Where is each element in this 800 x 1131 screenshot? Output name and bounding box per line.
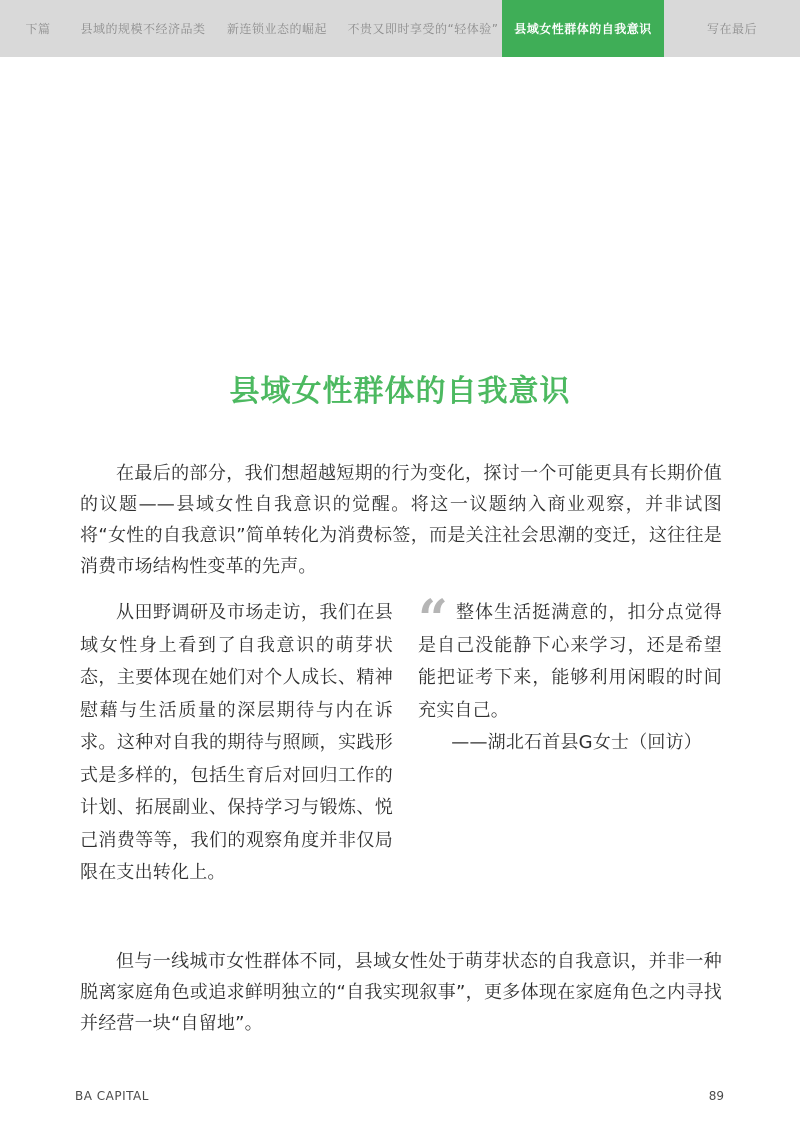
tab-light-experience[interactable]: 不贵又即时享受的“轻体验” bbox=[347, 22, 499, 36]
tab-closing-words[interactable]: 写在最后 bbox=[706, 22, 757, 36]
closing-paragraph: 但与一线城市女性群体不同，县域女性处于萌芽状态的自我意识，并非一种脱离家庭角色或追求鲜明独立的“自我实现叙事”，更多体现在家庭角色之内寻找并经营一块“自留地”。 bbox=[80, 951, 722, 1034]
two-column-section bbox=[80, 589, 722, 890]
page-title: 县域女性群体的自我意识 bbox=[229, 374, 571, 410]
quote-text: 整体生活挺满意的，扣分点觉得是自己没能静下心来学习，还是希望能把证考下来，能够利用闲暇的时间充实自己。 bbox=[418, 602, 722, 721]
quote-icon: “ bbox=[418, 589, 449, 650]
brand-label: BA CAPITAL bbox=[75, 1089, 149, 1103]
page-number: 89 bbox=[708, 1089, 724, 1103]
page-footer bbox=[75, 1089, 724, 1103]
field-research-paragraph: 从田野调研及市场走访，我们在县域女性身上看到了自我意识的萌芽状态，主要体现在她们对个人成长、精神慰藉与生活质量的深层期待与内在诉求。这种对自我的期待与照顾，实践形式是多样的，包括生育后对回归工作的计划、拓展副业、保持学习与锻炼、悦己消费等等，我们的观察角度并非仅局限在支出转化上。 bbox=[80, 602, 393, 883]
section-tab-bar bbox=[0, 0, 800, 57]
tab-xiapian[interactable]: 下篇 bbox=[25, 22, 51, 36]
tab-female-self-awareness-active[interactable]: 县域女性群体的自我意识 bbox=[502, 0, 664, 57]
tab-new-chain-formats[interactable]: 新连锁业态的崛起 bbox=[226, 22, 327, 36]
tab-diseconomies-of-scale[interactable]: 县域的规模不经济品类 bbox=[80, 22, 206, 36]
quote-attribution: ——湖北石首县G女士（回访） bbox=[451, 732, 702, 753]
intro-paragraph: 在最后的部分，我们想超越短期的行为变化，探讨一个可能更具有长期价值的议题——县域女性自我意识的觉醒。将这一议题纳入商业观察，并非试图将“女性的自我意识”简单转化为消费标签，而是关注社会思潮的变迁，这往往是消费市场结构性变革的先声。 bbox=[80, 463, 722, 577]
interview-quote-block bbox=[418, 589, 722, 890]
